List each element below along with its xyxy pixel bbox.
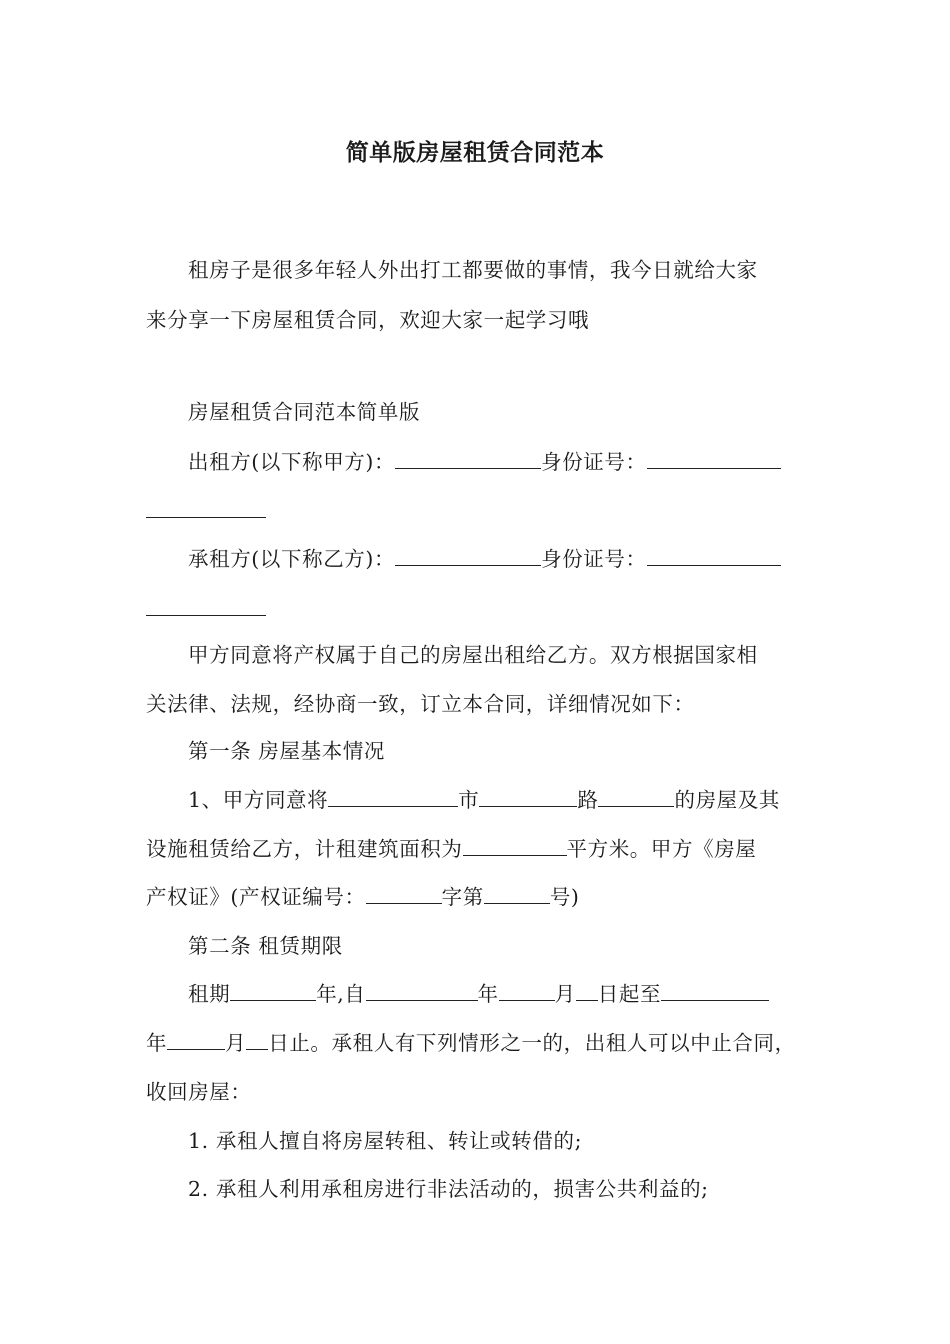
clause-text: 1、甲方同意将 <box>188 788 329 812</box>
end-day-blank[interactable] <box>246 1031 268 1050</box>
end-year-blank[interactable] <box>661 982 769 1001</box>
lessee-label: 承租方(以下称乙方)： <box>188 547 396 571</box>
lessee-id-blank[interactable] <box>647 547 781 566</box>
termination-item-1: 1. 承租人擅自将房屋转租、转让或转借的; <box>188 1129 583 1153</box>
lessor-id-label: 身份证号： <box>541 450 647 474</box>
clause-text: 字第 <box>441 885 484 909</box>
clause-text: 的房屋及其 <box>674 788 780 812</box>
area-blank[interactable] <box>463 837 567 856</box>
clause-text: 租期 <box>188 982 231 1006</box>
end-month-blank[interactable] <box>167 1031 225 1050</box>
intro-paragraph-line-1: 租房子是很多年轻人外出打工都要做的事情，我今日就给大家 <box>188 258 758 282</box>
clause-text: 平方米。甲方《房屋 <box>566 837 757 861</box>
city-label: 市 <box>458 788 480 812</box>
clause-text: 年 <box>477 982 499 1006</box>
lessor-id-blank[interactable] <box>647 450 781 469</box>
start-month-blank[interactable] <box>499 982 555 1001</box>
clause-text: 日起至 <box>597 982 662 1006</box>
lessor-line <box>188 447 858 477</box>
document-title: 简单版房屋租赁合同范本 <box>345 140 605 166</box>
lease-term-line-2 <box>146 1028 816 1058</box>
lessee-id-continuation <box>146 594 816 624</box>
certificate-number-blank[interactable] <box>484 885 550 904</box>
lessee-id-label: 身份证号： <box>541 547 647 571</box>
clause-text: 日止。承租人有下列情形之一的，出租人可以中止合同， <box>268 1031 796 1055</box>
article-1-clause-line-1 <box>188 785 858 815</box>
article-1-clause-line-2 <box>146 834 816 864</box>
start-day-blank[interactable] <box>576 982 598 1001</box>
clause-text: 产权证》(产权证编号： <box>146 885 366 909</box>
clause-text: 设施租赁给乙方，计租建筑面积为 <box>146 837 463 861</box>
clause-text: 年,自 <box>316 982 366 1006</box>
term-years-blank[interactable] <box>230 982 316 1001</box>
clause-text: 月 <box>554 982 576 1006</box>
lessor-name-blank[interactable] <box>395 450 541 469</box>
article-1-clause-line-3 <box>146 882 816 912</box>
clause-text: 年 <box>146 1031 168 1055</box>
house-number-blank[interactable] <box>598 788 674 807</box>
article-1-heading: 第一条 房屋基本情况 <box>188 739 386 763</box>
clause-text: 号) <box>549 885 580 909</box>
clause-text: 月 <box>225 1031 247 1055</box>
certificate-prefix-blank[interactable] <box>366 885 442 904</box>
lessor-label: 出租方(以下称甲方)： <box>188 450 396 474</box>
contract-heading: 房屋租赁合同范本简单版 <box>188 400 421 424</box>
intro-paragraph-line-2: 来分享一下房屋租赁合同，欢迎大家一起学习哦 <box>146 308 590 332</box>
lessee-name-blank[interactable] <box>395 547 541 566</box>
city-blank[interactable] <box>328 788 458 807</box>
agreement-line-2: 关法律、法规，经协商一致，订立本合同，详细情况如下： <box>146 692 695 716</box>
termination-item-2: 2. 承租人利用承租房进行非法活动的，损害公共利益的; <box>188 1177 709 1201</box>
lessee-id-blank-continued[interactable] <box>146 597 266 616</box>
start-year-blank[interactable] <box>366 982 478 1001</box>
lease-term-line-3: 收回房屋： <box>146 1080 252 1104</box>
lease-term-line-1 <box>188 979 858 1009</box>
agreement-line-1: 甲方同意将产权属于自己的房屋出租给乙方。双方根据国家相 <box>188 643 758 667</box>
lessee-line <box>188 544 858 574</box>
article-2-heading: 第二条 租赁期限 <box>188 934 343 958</box>
road-label: 路 <box>577 788 599 812</box>
lessor-id-continuation <box>146 496 816 526</box>
lessor-id-blank-continued[interactable] <box>146 499 266 518</box>
road-blank[interactable] <box>479 788 577 807</box>
